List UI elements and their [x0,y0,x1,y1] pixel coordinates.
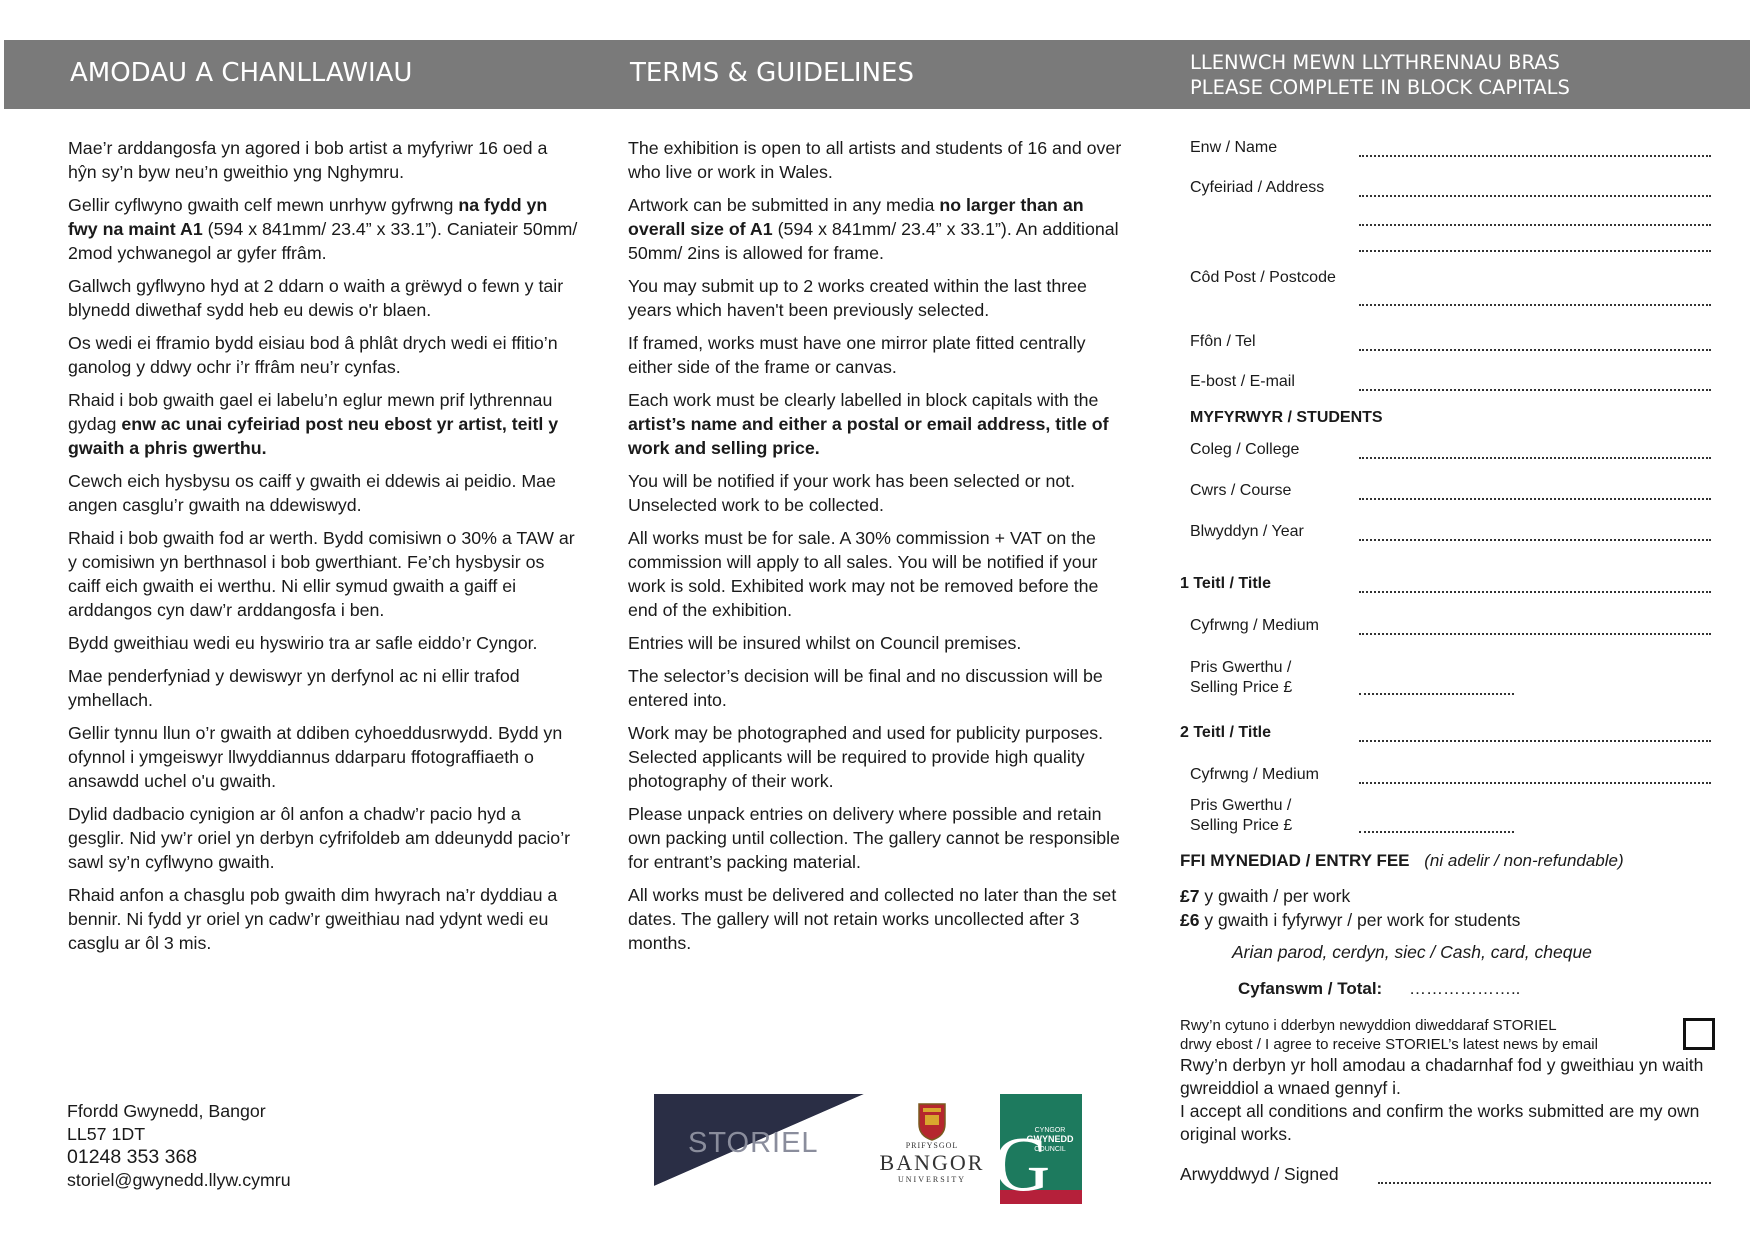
english-term-11: Please unpack entries on delivery where possible and retain own packing until collection. The gallery cannot be responsible for entrant’s packing material. [628,804,1120,872]
svg-text:BANGOR: BANGOR [879,1150,985,1175]
form-section-title [1190,50,1570,100]
storiel-logo-text: STORIEL [688,1127,819,1159]
postcode-label: Côd Post / Postcode [1190,269,1336,286]
fee-per-work: £7 y gwaith / per work [1180,886,1351,906]
fee-per-work-students: £6 y gwaith i fyfyrwyr / per work for students [1180,910,1521,930]
total-line[interactable]: ……………….. [1408,979,1521,998]
email-address: storiel@gwynedd.llyw.cymru [67,1170,291,1190]
form-title-welsh: LLENWCH MEWN LLYTHRENNAU BRAS [1190,51,1560,74]
email-label: E-bost / E-mail [1190,373,1295,390]
welsh-terms [68,136,578,964]
welsh-term-6: Cewch eich hysbysu os caiff y gwaith ei ddewis ai peidio. Mae angen casglu’r gwaith na ddewiswyd. [68,471,556,515]
year-label: Blwyddyn / Year [1190,523,1304,540]
address-line-1: Ffordd Gwynedd, Bangor [67,1101,266,1121]
work-1-price-label: Pris Gwerthu / Selling Price £ [1190,659,1293,696]
work-2-price-label: Pris Gwerthu / Selling Price £ [1190,797,1293,834]
newsletter-consent: Rwy’n cytuno i dderbyn newyddion diweddaraf STORIEL drwy ebost / I agree to receive STORIEL’s latest news by email [1180,1017,1598,1053]
name-line[interactable] [1359,153,1711,157]
work-1-medium-line[interactable] [1359,631,1711,635]
college-label: Coleg / College [1190,441,1300,458]
postcode-line[interactable] [1359,302,1711,306]
declaration-welsh: Rwy’n derbyn yr holl amodau a chadarnhaf fod y gweithiau yn waith gwreiddiol a wnaed gennyf i. [1180,1055,1704,1098]
english-terms [628,136,1128,964]
course-line[interactable] [1359,496,1711,500]
english-term-10: Work may be photographed and used for publicity purposes. Selected applicants will be required to provide high quality photography of their work. [628,723,1104,791]
english-term-6: You will be notified if your work has been selected or not. Unselected work to be collected. [628,471,1076,515]
svg-text:CYNGOR: CYNGOR [1034,1127,1066,1134]
work-2-title-line[interactable] [1359,738,1711,742]
work-2-medium-label: Cyfrwng / Medium [1190,766,1319,783]
signature-field[interactable] [1180,1164,1715,1185]
address-label: Cyfeiriad / Address [1190,179,1325,196]
tel-line[interactable] [1359,347,1711,351]
english-term-2: Artwork can be submitted in any media no larger than an overall size of A1 (594 x 841mm/ 23.4” x 33.1”). An additional 50mm/ 2ins is allowed for frame. [628,195,1119,263]
welsh-term-2: Gellir cyflwyno gwaith celf mewn unrhyw gyfrwng na fydd yn fwy na maint A1 (594 x 841mm/ 23.4” x 33.1”). Caniateir 50mm/ 2mod ychwanegol ar gyfer ffrâm. [68,195,578,263]
gwynedd-council-logo [1000,1094,1082,1204]
email-line[interactable] [1359,387,1711,391]
work-1-medium-label: Cyfrwng / Medium [1190,617,1319,634]
declaration-english: I accept all conditions and confirm the works submitted are my own original works. [1180,1101,1700,1144]
english-term-3: You may submit up to 2 works created within the last three years which haven't been previously selected. [628,276,1087,320]
fee-list [1180,884,1520,932]
address-line-1[interactable] [1359,193,1711,197]
welsh-term-12: Rhaid anfon a chasglu pob gwaith dim hwyrach na’r dyddiau a bennir. Ni fydd yr oriel yn cadw’r gweithiau nad ydynt wedi eu casglu ar ôl 3 mis. [68,885,558,953]
work-1-title-line[interactable] [1359,589,1711,593]
address-line-3[interactable] [1359,248,1711,252]
entry-fee-note: (ni adelir / non-refundable) [1424,851,1624,870]
english-term-4: If framed, works must have one mirror plate fitted centrally either side of the frame or canvas. [628,333,1086,377]
tel-label: Ffôn / Tel [1190,333,1256,350]
welsh-section-title: AMODAU A CHANLLAWIAU [70,58,413,88]
declaration [1180,1054,1705,1146]
english-term-7: All works must be for sale. A 30% commission + VAT on the commission will apply to all sales. You will be notified if your work is sold. Exhibited work may not be removed before the end of the exhibition. [628,528,1099,620]
course-label: Cwrs / Course [1190,482,1292,499]
english-section-title: TERMS & GUIDELINES [630,58,914,88]
entry-fee-heading: FFI MYNEDIAD / ENTRY FEE (ni adelir / non-refundable) [1180,851,1624,870]
college-line[interactable] [1359,455,1711,459]
work-1-title-label: 1 Teitl / Title [1180,575,1271,592]
storiel-logo [654,1094,864,1186]
welsh-term-5: Rhaid i bob gwaith gael ei labelu’n eglur mewn prif lythrennau gydag enw ac unai cyfeiriad post neu ebost yr artist, teitl y gwaith a phris gwerthu. [68,390,559,458]
newsletter-checkbox[interactable] [1683,1018,1715,1050]
svg-text:GWYNEDD: GWYNEDD [1026,1134,1074,1144]
work-2-medium-line[interactable] [1359,780,1711,784]
english-term-12: All works must be delivered and collected no later than the set dates. The gallery will not retain works uncollected after 3 months. [628,885,1117,953]
welsh-term-11: Dylid dadbacio cynigion ar ôl anfon a chadw’r pacio hyd a gesglir. Nid yw’r oriel yn derbyn cyfrifoldeb am ddeunydd pacio’r sawl sy’n cyflwyno gwaith. [68,804,571,872]
welsh-term-7: Rhaid i bob gwaith fod ar werth. Bydd comisiwn o 30% a TAW ar y comisiwn yn berthnasol i bob gwerthiant. Fe’ch hysbysir os caiff eich gwaith ei werthu. Ni ellir symud gwaith a gaiff ei arddangos cyn daw’r arddangosfa i ben. [68,528,575,620]
welsh-term-4: Os wedi ei fframio bydd eisiau bod â phlât drych wedi ei ffitio’n ganolog y ddwy ochr i’r ffrâm neu’r cynfas. [68,333,558,377]
payment-methods: Arian parod, cerdyn, siec / Cash, card, cheque [1232,942,1592,962]
english-term-5: Each work must be clearly labelled in block capitals with the artist’s name and either a postal or email address, title of work and selling price. [628,390,1109,458]
address-line-2[interactable] [1359,222,1711,226]
svg-text:COUNCIL: COUNCIL [1034,1146,1066,1153]
welsh-term-9: Mae penderfyniad y dewiswyr yn derfynol ac ni ellir trafod ymhellach. [68,666,520,710]
svg-text:UNIVERSITY: UNIVERSITY [898,1175,966,1184]
total-field[interactable] [1238,979,1520,999]
welsh-term-3: Gallwch gyflwyno hyd at 2 ddarn o waith a grëwyd o fewn y tair blynedd diwethaf sydd heb eu dewis o'r blaen. [68,276,564,320]
total-label: Cyfanswm / Total: [1238,979,1383,998]
welsh-term-10: Gellir tynnu llun o’r gwaith at ddiben cyhoeddusrwydd. Bydd yn ofynnol i ymgeiswyr llwyddiannus ddarparu ffotograffiaeth o ansawdd uchel o'u gwaith. [68,723,563,791]
welsh-term-8: Bydd gweithiau wedi eu hyswirio tra ar safle eiddo’r Cyngor. [68,633,538,653]
english-term-1: The exhibition is open to all artists and students of 16 and over who live or work in Wales. [628,138,1122,182]
signature-label: Arwyddwyd / Signed [1180,1164,1339,1184]
english-term-9: The selector’s decision will be final and no discussion will be entered into. [628,666,1103,710]
svg-text:PRIFYSGOL: PRIFYSGOL [905,1141,959,1150]
form-title-english: PLEASE COMPLETE IN BLOCK CAPITALS [1190,76,1570,99]
work-2-price-line[interactable] [1359,829,1514,833]
svg-text:G: G [1000,1120,1051,1204]
welsh-term-1: Mae’r arddangosfa yn agored i bob artist a myfyriwr 16 oed a hŷn sy’n byw neu’n gweithio yng Nghymru. [68,138,548,182]
signature-line[interactable] [1378,1180,1711,1184]
work-1-price-line[interactable] [1359,691,1514,695]
year-line[interactable] [1359,537,1711,541]
address-line-2: LL57 1DT [67,1124,146,1144]
english-term-8: Entries will be insured whilst on Council premises. [628,633,1022,653]
gallery-contact [67,1100,291,1192]
bangor-university-logo [876,1100,988,1192]
work-2-title-label: 2 Teitl / Title [1180,724,1271,741]
students-heading: MYFYRWYR / STUDENTS [1190,409,1383,426]
name-label: Enw / Name [1190,139,1278,156]
phone-number: 01248 353 368 [67,1146,198,1168]
